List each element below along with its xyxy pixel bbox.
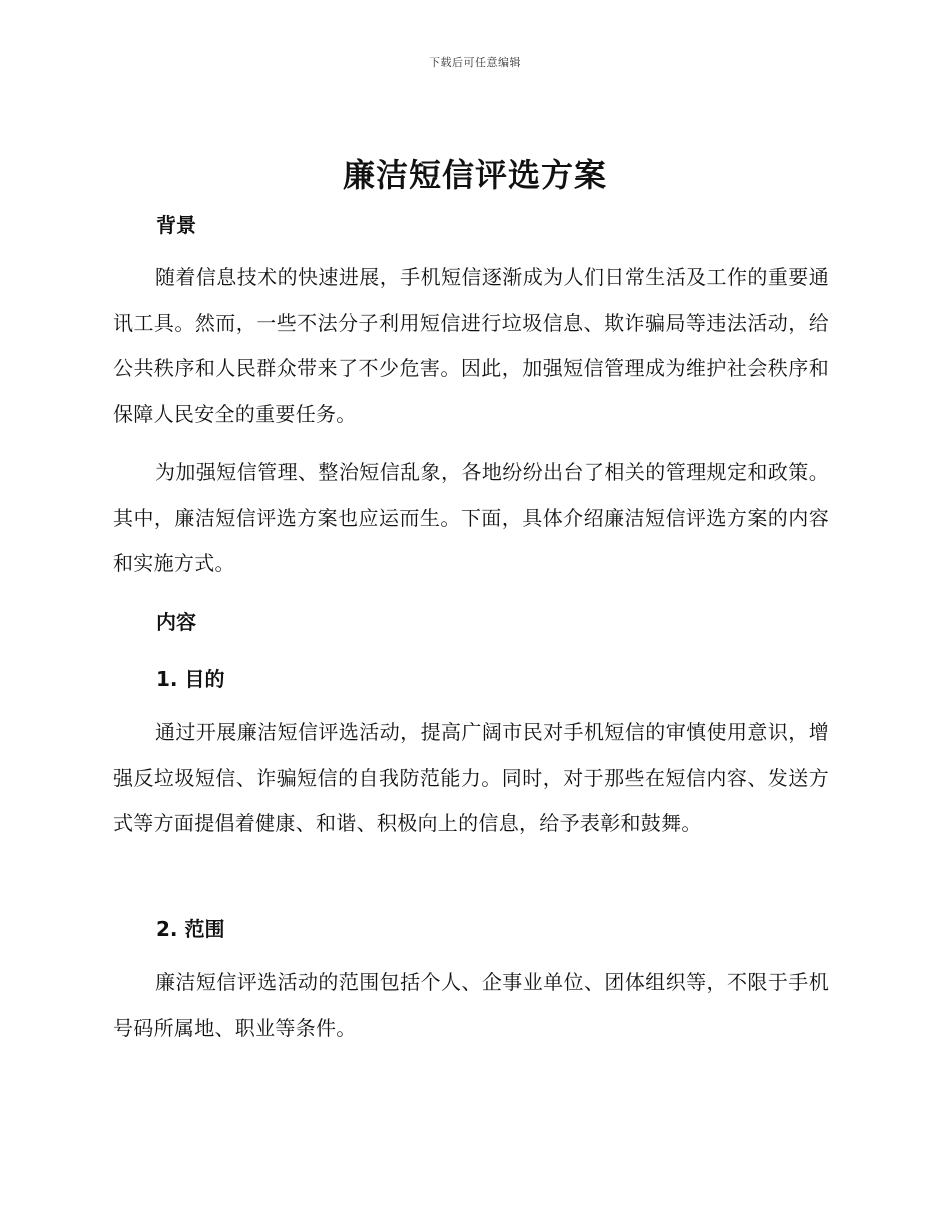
purpose-paragraph: 通过开展廉洁短信评选活动，提高广阔市民对手机短信的审慎使用意识，增强反垃圾短信、诈骗短信的自我防范能力。同时，对于那些在短信内容、发送方式等方面提倡着健康、和谐、积极向上的信息，给予表彰和鼓舞。	[113, 720, 829, 835]
background-paragraph-2: 为加强短信管理、整治短信乱象，各地纷纷出台了相关的管理规定和政策。其中，廉洁短信评选方案也应运而生。下面，具体介绍廉洁短信评选方案的内容和实施方式。	[113, 460, 829, 575]
document-title: 廉洁短信评选方案	[342, 156, 607, 194]
scope-paragraph: 廉洁短信评选活动的范围包括个人、企事业单位、团体组织等，不限于手机号码所属地、职业等条件。	[113, 970, 829, 1040]
section-heading-background: 背景	[156, 213, 196, 237]
background-paragraph-1: 随着信息技术的快速进展，手机短信逐渐成为人们日常生活及工作的重要通讯工具。然而，一些不法分子利用短信进行垃圾信息、欺诈骗局等违法活动，给公共秩序和人民群众带来了不少危害。因此，加强短信管理成为维护社会秩序和保障人民安全的重要任务。	[113, 265, 829, 426]
subsection-heading-scope: 2. 范围	[156, 917, 225, 941]
section-heading-content: 内容	[156, 610, 196, 634]
subsection-heading-purpose: 1. 目的	[156, 667, 225, 691]
page-header-note: 下载后可任意编辑	[429, 56, 521, 69]
